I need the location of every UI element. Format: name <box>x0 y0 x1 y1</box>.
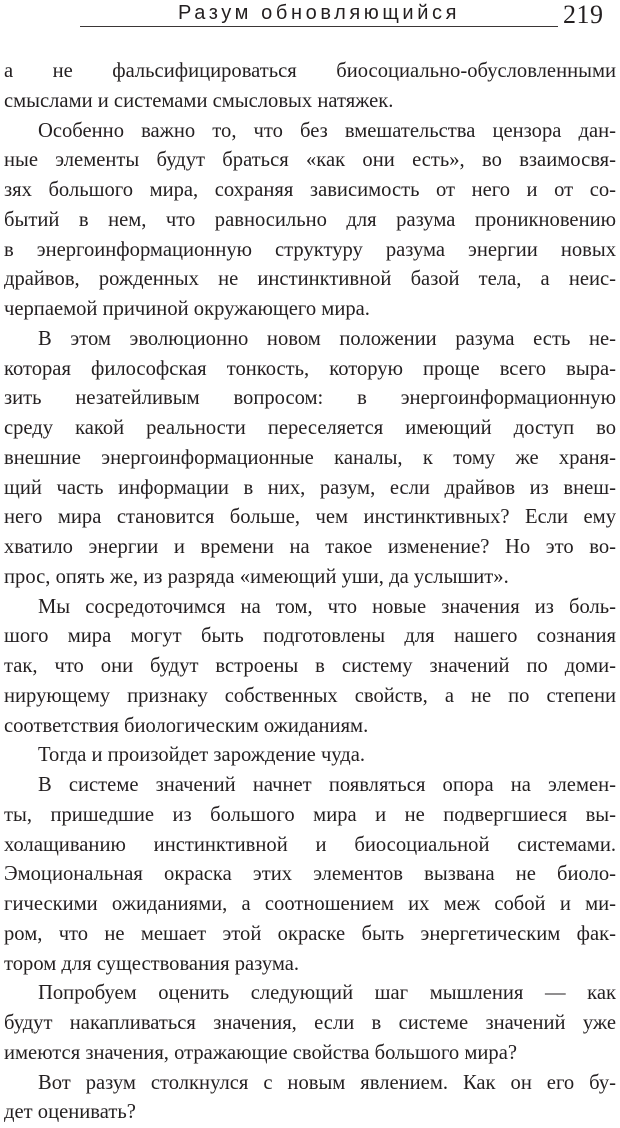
text-line: зить незатейливым вопросом: в энергоинформационную <box>4 387 616 410</box>
text-line: дет оценивать? <box>4 1101 136 1124</box>
text-line: ром, что не мешает этой окраске быть энергетическим фак- <box>4 922 616 945</box>
text-line: Вот разум столкнулся с новым явлением. Как он его бу- <box>38 1071 616 1094</box>
text-line: В системе значений начнет появляться опора на элемен- <box>38 774 616 796</box>
text-line: ные элементы будут браться «как они есть», во взаимосвя- <box>4 149 616 172</box>
text-line: холащиванию инстинктивной и биосоциальной системами. <box>4 833 616 856</box>
text-line: зях большого мира, сохраняя зависимость от него и от со- <box>4 179 616 201</box>
text-line: соответствия биологическим ожиданиям. <box>4 714 369 737</box>
text-line: ты, пришедшие из большого мира и не подвергшиеся вы- <box>4 803 616 826</box>
text-line: внешние энергоинформационные каналы, к тому же храня- <box>4 446 616 469</box>
text-line: Попробуем оценить следующий шаг мышления — как <box>38 982 616 1005</box>
text-line: него мира становится больше, чем инстинктивных? Если ему <box>4 506 616 529</box>
text-line: а не фальсифицироваться биосоциально-обусловленными <box>4 60 616 82</box>
text-line: в энергоинформационную структуру разума энергии новых <box>4 238 616 261</box>
page-number: 219 <box>563 0 604 29</box>
running-header-title: Разум обновляющийся <box>177 2 461 24</box>
body-text <box>4 57 616 1128</box>
text-line: тором для существования разума. <box>4 952 300 975</box>
text-line: имеются значения, отражающие свойства большого мира? <box>4 1041 517 1064</box>
text-line: нирующему признаку собственных свойств, а не по степени <box>4 684 616 707</box>
text-line: драйвов, рожденных не инстинктивной базой тела, а неис- <box>4 268 616 291</box>
text-line: так, что они будут встроены в систему значений по доми- <box>4 655 616 677</box>
text-line: бытий в нем, что равносильно для разума проникновению <box>4 208 616 231</box>
text-line: гическими ожиданиями, а соотношением их меж собой и ми- <box>4 893 616 915</box>
text-line: Эмоциональная окраска этих элементов вызвана не биоло- <box>4 863 616 886</box>
text-line: В этом эволюционно новом положении разума есть не- <box>38 327 616 350</box>
running-header <box>80 0 558 30</box>
text-line: среду какой реальности переселяется имеющий доступ во <box>4 417 616 439</box>
text-line: хватило энергии и времени на такое изменение? Но это во- <box>4 536 616 558</box>
text-line: Мы сосредоточимся на том, что новые значения из боль- <box>38 595 616 618</box>
text-line: которая философская тонкость, которую проще всего выра- <box>4 357 616 380</box>
text-line: прос, опять же, из разряда «имеющий уши, да услышит». <box>4 565 509 588</box>
text-line: Тогда и произойдет зарождение чуда. <box>38 744 366 767</box>
header-rule <box>80 26 558 27</box>
text-line: щий часть информации в них, разум, если драйвов из внеш- <box>4 476 616 499</box>
text-line: шого мира могут быть подготовлены для нашего сознания <box>4 625 616 648</box>
text-line: Особенно важно то, что без вмешательства цензора дан- <box>38 119 616 142</box>
text-line: черпаемой причиной окружающего мира. <box>4 298 370 320</box>
text-line: смыслами и системами смысловых натяжек. <box>4 89 394 112</box>
text-line: будут накапливаться значения, если в системе значений уже <box>4 1012 616 1034</box>
